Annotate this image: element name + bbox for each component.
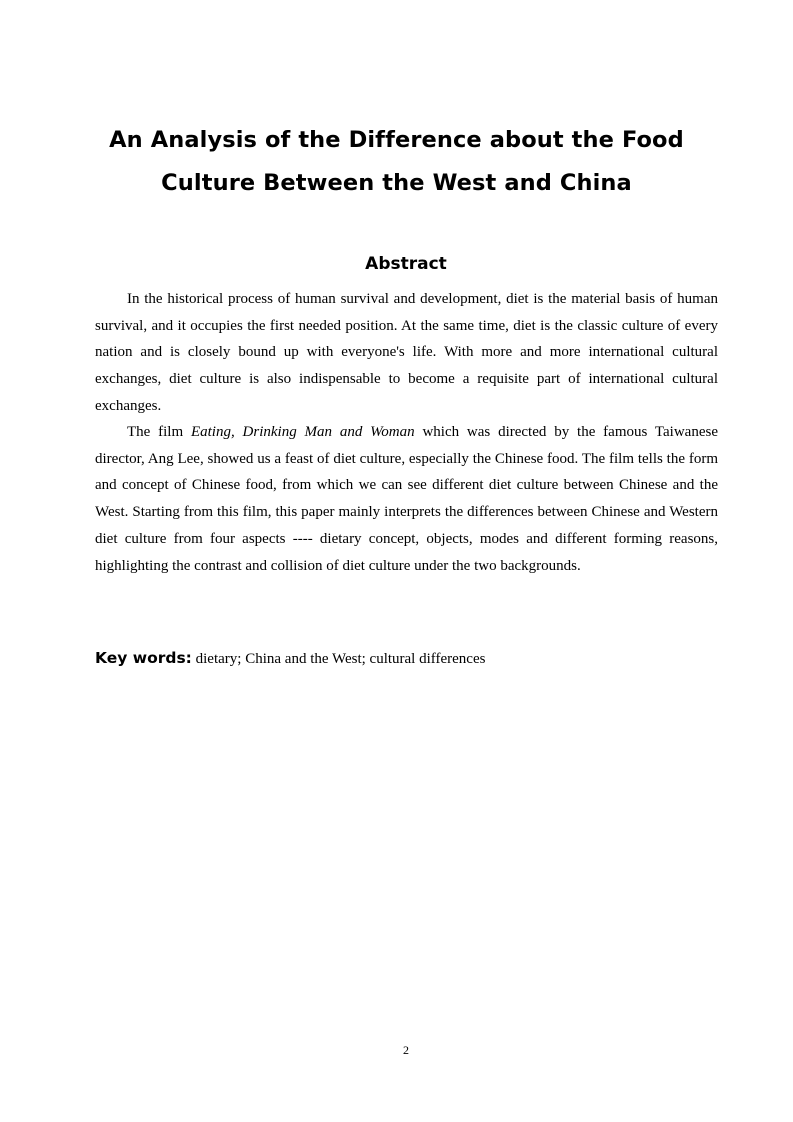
paragraph-2-rest: which was directed by the famous Taiwanese director, Ang Lee, showed us a feast of diet culture, especially the Chinese food. The film tells the form and concept of Chinese food, from which we can see different diet culture between Chinese and the West. Starting from this film, this paper mainly interprets the differences between Chinese and Western diet culture from four aspects ---- dietary concept, objects, modes and different forming reasons, highlighting the contrast and collision of diet culture under the two backgrounds.	[95, 424, 718, 574]
title-line-2: Culture Between the West and China	[161, 170, 632, 196]
keywords-label: Key words:	[95, 649, 192, 667]
paragraph-2-lead: The film	[127, 424, 191, 440]
document-title	[60, 119, 733, 205]
keywords	[95, 646, 485, 671]
abstract-paragraph-1-text: In the historical process of human survival and development, diet is the material basis of human survival, and it occupies the first needed position. At the same time, diet is the classic culture of every nation and is closely bound up with everyone's life. With more and more international cultural exchanges, diet culture is also indispensable to become a requisite part of international cultural exchanges.	[95, 291, 718, 414]
abstract-heading: Abstract	[365, 254, 447, 274]
keywords-text: dietary; China and the West; cultural differences	[191, 651, 486, 667]
page-number: 2	[403, 1043, 409, 1057]
title-line-1: An Analysis of the Difference about the Food	[109, 127, 684, 153]
abstract-paragraph-1	[95, 286, 718, 420]
film-title: Eating, Drinking Man and Woman	[190, 424, 415, 440]
abstract-paragraph-2	[95, 419, 718, 579]
